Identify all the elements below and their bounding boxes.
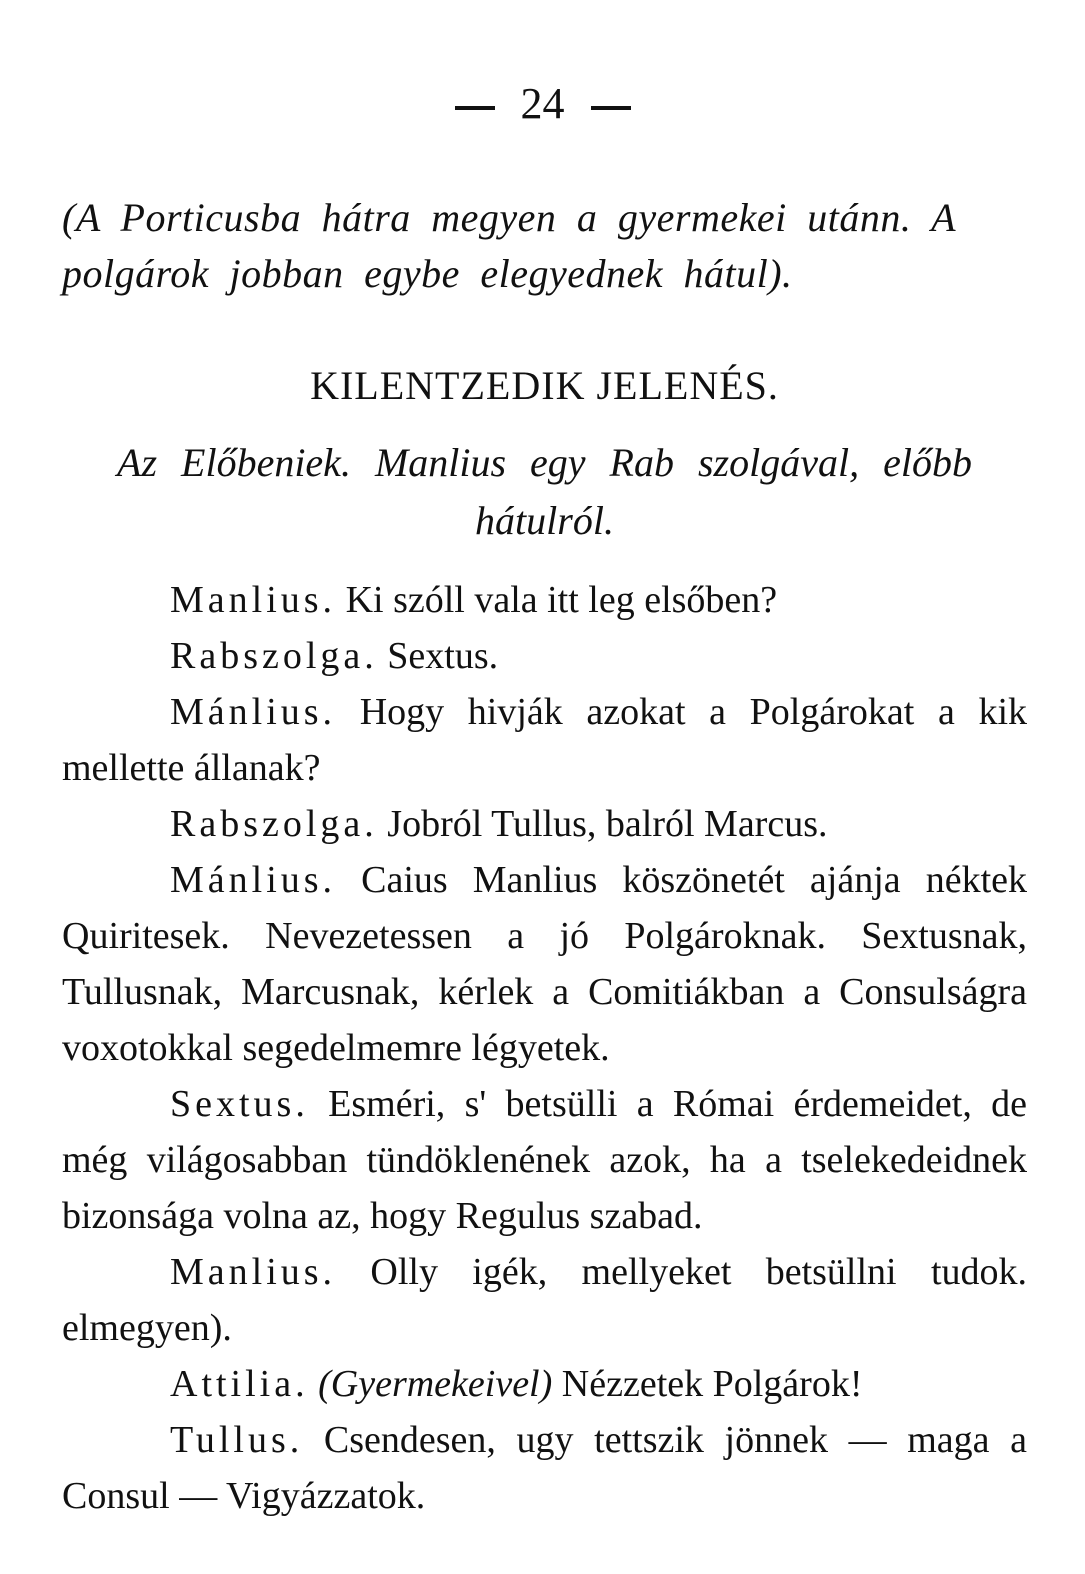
speaker-name: Sextus. (170, 1083, 309, 1125)
dialogue-line (62, 1356, 1027, 1412)
dialogue-line (62, 852, 1027, 1076)
speaker-name: Tullus. (170, 1419, 304, 1461)
page-header (0, 78, 1085, 130)
speech-text: Csendesen, ugy tettszik jönnek — maga a Consul — Vigyázzatok. (62, 1419, 1027, 1517)
speaker-name: Rabszolga. (170, 635, 378, 677)
dialogue-line (62, 684, 1027, 796)
speech-text: Hogy hivják azokat a Polgárokat a kik mellette állanak? (62, 691, 1027, 789)
speech-text: Caius Manlius köszönetét ajánja néktek Quiritesek. Nevezetessen a jó Polgároknak. Sextusnak, Tullusnak, Marcusnak, kérlek a Comitiákban a Consulságra voxotokkal segedelmemre légyetek. (62, 859, 1027, 1069)
dialogue-line (62, 1076, 1027, 1244)
speaker-name: Mánlius. (170, 859, 337, 901)
speech-text: Ki szóll vala itt leg elsőben? (345, 579, 778, 621)
stage-aside: (Gyermekeivel) (318, 1363, 553, 1405)
speech-text: Jobról Tullus, balról Marcus. (387, 803, 828, 845)
speaker-name: Attilia. (170, 1363, 309, 1405)
dialogue-line (62, 1244, 1027, 1356)
scene-title: KILENTZEDIK JELENÉS. (310, 363, 779, 408)
header-dash-right (591, 106, 631, 110)
dialogue (62, 572, 1027, 1524)
speech-text: Nézzetek Polgárok! (561, 1363, 863, 1405)
speaker-name: Rabszolga. (170, 803, 378, 845)
stage-direction: (A Porticusba hátra megyen a gyermekei utánn. A polgárok jobban egybe elegyednek hátul). (62, 195, 956, 296)
speech-text: Olly igék, mellyeket betsüllni tudok. elmegyen). (62, 1251, 1027, 1349)
cast-list: Az Előbeniek. Manlius egy Rab szolgával, előbb hátulról. (117, 440, 972, 543)
dialogue-line (62, 572, 1027, 628)
page-number: 24 (520, 79, 565, 128)
speaker-name: Mánlius. (170, 691, 337, 733)
speech-text: Sextus. (387, 635, 499, 677)
dialogue-line (62, 628, 1027, 684)
header-dash-left (455, 106, 495, 110)
speaker-name: Manlius. (170, 1251, 337, 1293)
speech-text: Esméri, s' betsülli a Római érdemeidet, de még világosabban tündöklenének azok, ha a tselekedeidnek bizonsága volna az, hogy Regulus szabad. (62, 1083, 1028, 1237)
dialogue-line (62, 796, 1027, 852)
dialogue-line (62, 1412, 1027, 1524)
speaker-name: Manlius. (170, 579, 337, 621)
